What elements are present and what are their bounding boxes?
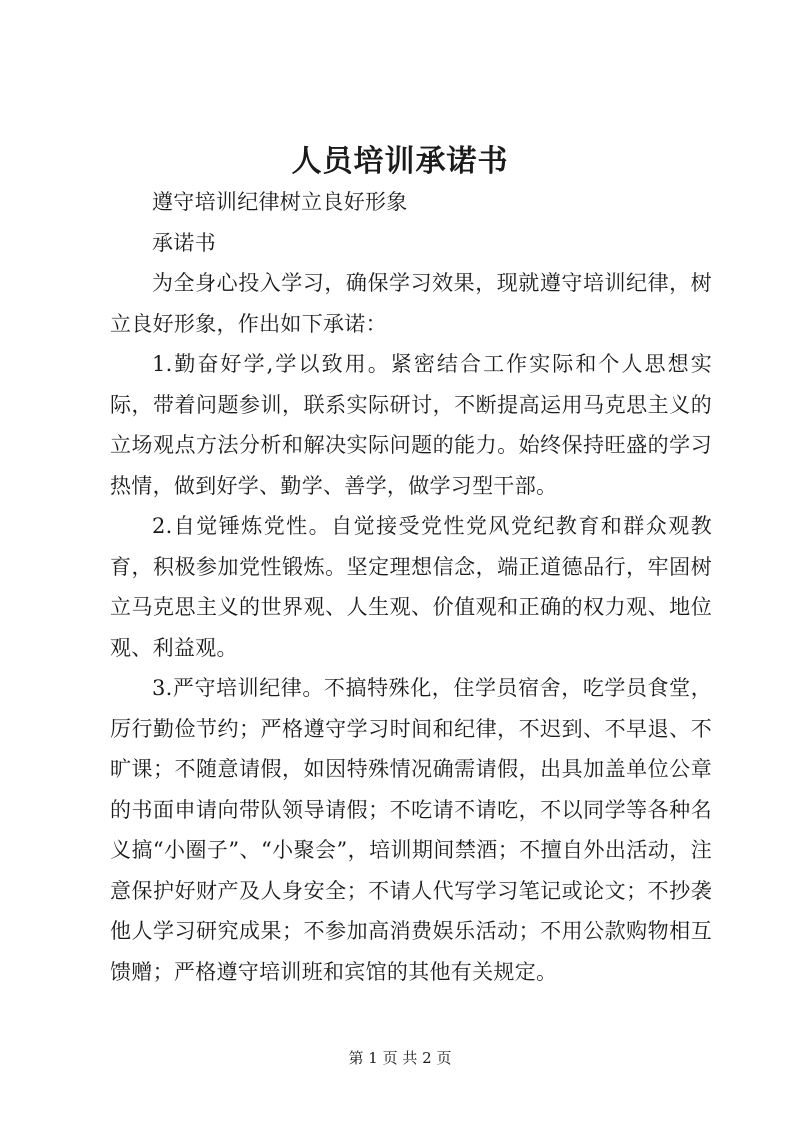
paragraph-heading: 承诺书 xyxy=(152,230,216,255)
document-title: 人员培训承诺书 xyxy=(291,144,509,179)
paragraph-item-3: 3.严守培训纪律。不搞特殊化，住学员宿舍，吃学员食堂，厉行勤俭节约；严格遵守学习时间和纪律，不迟到、不早退、不旷课；不随意请假，如因特殊情况确需请假，出具加盖单位公章的书面申请向带队领导请假；不吃请不请吃，不以同学等各种名义搞“小圈子”、“小聚会”，培训期间禁酒；不擅自外出活动，注意保护好财产及人身安全；不请人代写学习笔记或论文；不抄袭他人学习研究成果；不参加高消费娱乐活动；不用公款购物相互馈赠；严格遵守培训班和宾馆的其他有关规定。 xyxy=(110,676,712,984)
paragraph-item-1: 1.勤奋好学,学以致用。紧密结合工作实际和个人思想实际，带着问题参训，联系实际研讨，不断提高运用马克思主义的立场观点方法分析和解决实际问题的能力。始终保持旺盛的学习热情，做到好学、勤学、善学，做学习型干部。 xyxy=(110,352,712,498)
paragraph-subtitle: 遵守培训纪律树立良好形象 xyxy=(152,190,408,214)
paragraph-item-2: 2.自觉锤炼党性。自觉接受党性党风党纪教育和群众观教育，积极参加党性锻炼。坚定理想信念，端正道德品行，牢固树立马克思主义的世界观、人生观、价值观和正确的权力观、地位观、利益观。 xyxy=(110,514,712,660)
paragraph-intro: 为全身心投入学习，确保学习效果，现就遵守培训纪律，树立良好形象，作出如下承诺： xyxy=(110,271,712,336)
document-body xyxy=(110,182,712,992)
page-footer: 第 1 页 共 2 页 xyxy=(348,1049,452,1067)
